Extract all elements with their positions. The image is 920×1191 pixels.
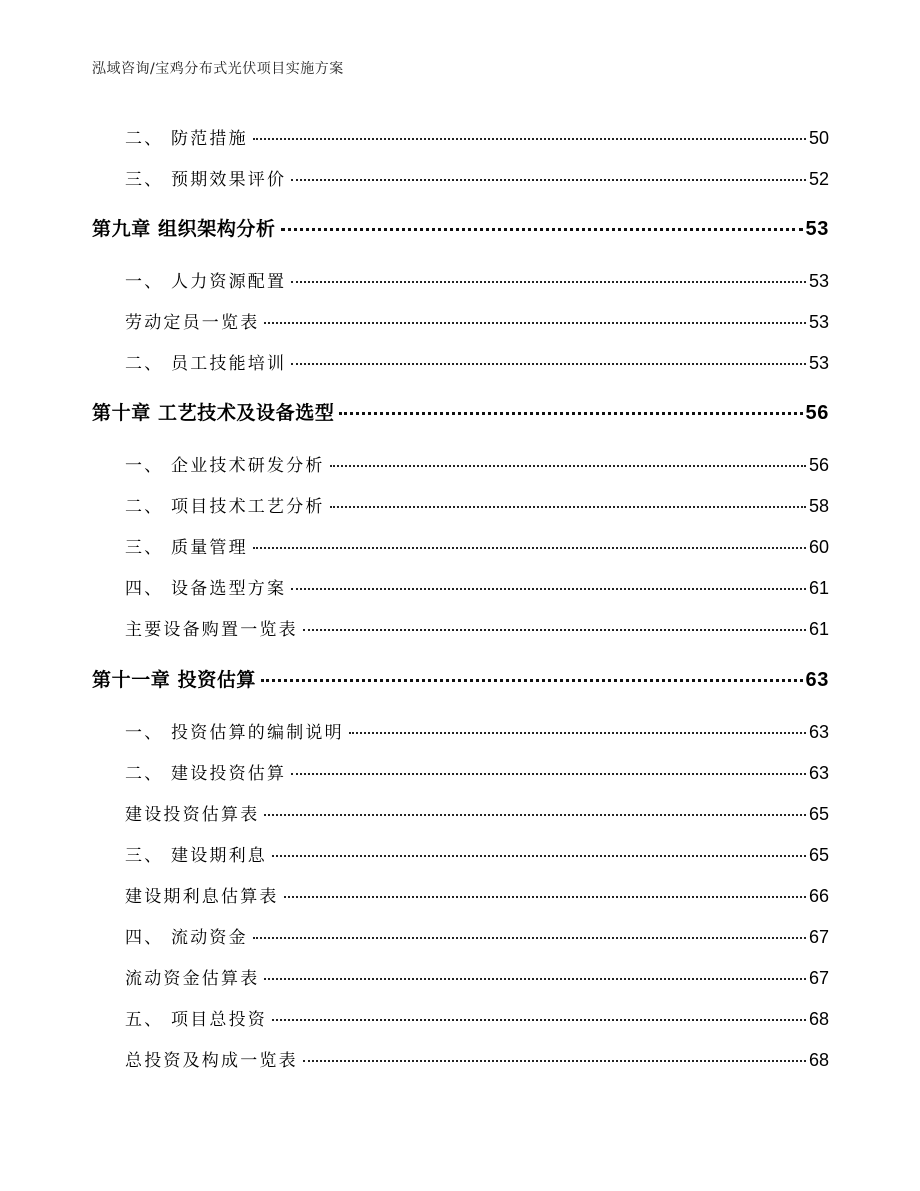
toc-chapter-page: 63 — [805, 669, 829, 691]
toc-entry-page: 68 — [808, 1009, 829, 1029]
toc-entry-label: 一、 投资估算的编制说明 — [125, 723, 344, 743]
toc-entry-label: 建设期利息估算表 — [125, 887, 279, 907]
toc-entry[interactable] — [125, 451, 829, 476]
dot-leader — [330, 465, 806, 467]
toc-entry-page: 53 — [808, 271, 829, 291]
toc-entry[interactable] — [125, 574, 829, 599]
toc-entry-page: 68 — [808, 1050, 829, 1070]
toc-entry[interactable] — [125, 718, 829, 743]
toc-entry-label: 三、 建设期利息 — [125, 846, 268, 866]
toc-entry[interactable] — [125, 1005, 829, 1030]
toc-entry-label: 二、 员工技能培训 — [125, 354, 287, 374]
toc-chapter[interactable] — [92, 214, 829, 241]
toc-entry-page: 52 — [808, 169, 829, 189]
toc-entry[interactable] — [125, 964, 829, 989]
toc-entry-page: 53 — [808, 353, 829, 373]
toc-entry[interactable] — [125, 165, 829, 190]
dot-leader — [264, 814, 806, 816]
toc-entry-label: 主要设备购置一览表 — [125, 620, 298, 640]
dot-leader — [291, 363, 806, 365]
toc-entry-page: 61 — [808, 578, 829, 598]
dot-leader — [284, 896, 806, 898]
dot-leader — [291, 281, 806, 283]
toc-entry-page: 67 — [808, 927, 829, 947]
toc-entry[interactable] — [125, 923, 829, 948]
toc-entry-label: 二、 防范措施 — [125, 129, 248, 149]
toc-chapter[interactable] — [92, 398, 829, 425]
toc-entry[interactable] — [125, 308, 829, 333]
toc-entry-page: 63 — [808, 722, 829, 742]
toc-entry-label: 建设投资估算表 — [125, 805, 260, 825]
dot-leader — [264, 322, 806, 324]
toc-entry-label: 四、 流动资金 — [125, 928, 248, 948]
dot-leader — [349, 732, 806, 734]
toc-entry[interactable] — [125, 800, 829, 825]
dot-leader — [253, 547, 806, 549]
toc-chapter[interactable] — [92, 665, 829, 692]
toc-entry[interactable] — [125, 124, 829, 149]
toc-entry-label: 总投资及构成一览表 — [125, 1051, 298, 1071]
dot-leader — [291, 773, 806, 775]
toc-chapter-label: 第十章 工艺技术及设备选型 — [92, 402, 335, 424]
toc-entry[interactable] — [125, 349, 829, 374]
dot-leader — [264, 978, 806, 980]
toc-entry[interactable] — [125, 759, 829, 784]
toc-entry[interactable] — [125, 267, 829, 292]
toc-entry-label: 二、 建设投资估算 — [125, 764, 287, 784]
running-header: 泓域咨询/宝鸡分布式光伏项目实施方案 — [92, 61, 344, 77]
dot-leader — [261, 679, 803, 682]
dot-leader — [303, 1060, 806, 1062]
toc-entry-label: 三、 质量管理 — [125, 538, 248, 558]
toc-entry-page: 65 — [808, 804, 829, 824]
toc-entry-page: 56 — [808, 455, 829, 475]
toc-entry[interactable] — [125, 882, 829, 907]
toc-entry-label: 劳动定员一览表 — [125, 313, 260, 333]
toc-entry-page: 60 — [808, 537, 829, 557]
dot-leader — [272, 855, 806, 857]
toc-entry-page: 58 — [808, 496, 829, 516]
toc-entry[interactable] — [125, 1046, 829, 1071]
dot-leader — [253, 138, 806, 140]
toc-entry-page: 61 — [808, 619, 829, 639]
dot-leader — [339, 412, 802, 415]
toc-entry-page: 63 — [808, 763, 829, 783]
toc-entry-label: 流动资金估算表 — [125, 969, 260, 989]
toc-entry[interactable] — [125, 615, 829, 640]
toc-entry-label: 二、 项目技术工艺分析 — [125, 497, 325, 517]
dot-leader — [291, 588, 806, 590]
dot-leader — [330, 506, 806, 508]
dot-leader — [303, 629, 806, 631]
toc-chapter-page: 53 — [805, 218, 829, 240]
dot-leader — [291, 179, 806, 181]
toc-entry[interactable] — [125, 492, 829, 517]
toc-entry-page: 53 — [808, 312, 829, 332]
toc-entry-page: 65 — [808, 845, 829, 865]
toc-entry[interactable] — [125, 841, 829, 866]
toc-entry-label: 三、 预期效果评价 — [125, 170, 287, 190]
toc-chapter-label: 第十一章 投资估算 — [92, 669, 257, 691]
toc-chapter-label: 第九章 组织架构分析 — [92, 218, 276, 240]
toc-entry[interactable] — [125, 533, 829, 558]
dot-leader — [253, 937, 806, 939]
toc-chapter-page: 56 — [805, 402, 829, 424]
toc-entry-page: 67 — [808, 968, 829, 988]
toc-entry-label: 五、 项目总投资 — [125, 1010, 268, 1030]
dot-leader — [281, 228, 803, 231]
toc-entry-page: 50 — [808, 128, 829, 148]
toc-entry-label: 一、 企业技术研发分析 — [125, 456, 325, 476]
toc-entry-page: 66 — [808, 886, 829, 906]
dot-leader — [272, 1019, 806, 1021]
toc-entry-label: 一、 人力资源配置 — [125, 272, 287, 292]
toc-entry-label: 四、 设备选型方案 — [125, 579, 287, 599]
